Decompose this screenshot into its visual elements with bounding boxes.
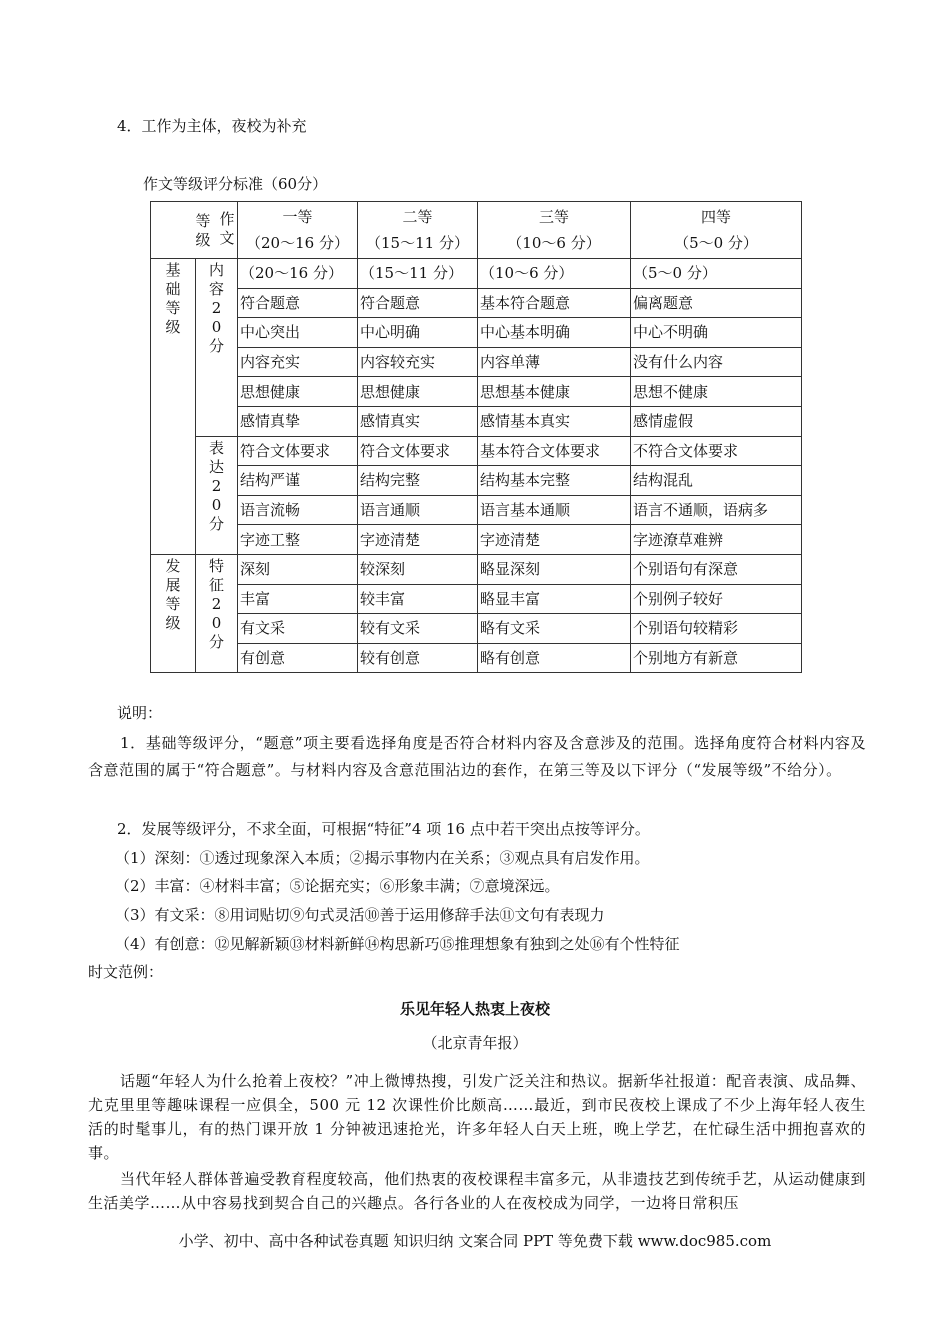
table-cell: 没有什么内容 (631, 347, 802, 377)
table-cell: 符合文体要求 (358, 436, 478, 466)
article-title: 乐见年轻人热衷上夜校 (399, 1000, 550, 1018)
table-cell: 字迹工整 (238, 525, 358, 555)
table-cell: 内容充实 (238, 347, 358, 377)
table-cell: 感情基本真实 (478, 406, 631, 436)
table-row (151, 466, 802, 496)
table-cell: 中心突出 (238, 318, 358, 348)
table-cell: 语言流畅 (238, 495, 358, 525)
corner-grade-label: 等级 (195, 212, 211, 249)
table-cell: 语言基本通顺 (478, 495, 631, 525)
group-label-expression: 表达20分 (196, 436, 238, 554)
table-cell: 内容单薄 (478, 347, 631, 377)
table-cell: 基本符合题意 (478, 288, 631, 318)
table-cell: 略显深刻 (478, 554, 631, 584)
section-label-development: 发展等级 (151, 554, 196, 672)
grade-header-1: 一等 （20～16 分） (238, 202, 358, 259)
table-row (151, 377, 802, 407)
grade-header-3: 三等 （10～6 分） (478, 202, 631, 259)
table-cell: 有文采 (238, 614, 358, 644)
note-1: 1．基础等级评分，“题意”项主要看选择角度是否符合材料内容及含意涉及的范围。选择角度符合材料内容及含意范围的属于“符合题意”。与材料内容及含意范围沾边的套作，在第三等及以下评分（“发展等级”不给分）。 (88, 734, 866, 779)
table-row (151, 614, 802, 644)
table-cell: 中心基本明确 (478, 318, 631, 348)
table-caption: 作文等级评分标准（60分） (143, 175, 328, 193)
table-header-row (151, 202, 802, 259)
table-cell: 感情真挚 (238, 406, 358, 436)
group-label-content: 内容20分 (196, 259, 238, 437)
section-label-basic: 基础等级 (151, 259, 196, 555)
table-cell: 字迹潦草难辨 (631, 525, 802, 555)
table-cell: 思想健康 (238, 377, 358, 407)
table-cell: 字迹清楚 (478, 525, 631, 555)
table-cell: 结构严谨 (238, 466, 358, 496)
table-row (151, 643, 802, 673)
table-cell: 感情真实 (358, 406, 478, 436)
table-row (151, 554, 802, 584)
table-row (151, 495, 802, 525)
table-cell: 语言不通顺，语病多 (631, 495, 802, 525)
group-label-features: 特征20分 (196, 554, 238, 672)
table-cell: 不符合文体要求 (631, 436, 802, 466)
table-cell: 感情虚假 (631, 406, 802, 436)
table-cell: 结构混乱 (631, 466, 802, 496)
table-cell: 内容较充实 (358, 347, 478, 377)
table-cell: 基本符合文体要求 (478, 436, 631, 466)
table-cell: 中心不明确 (631, 318, 802, 348)
corner-essay-label: 作文 (219, 210, 235, 247)
table-cell: 思想健康 (358, 377, 478, 407)
table-cell: 丰富 (238, 584, 358, 614)
table-cell: 较深刻 (358, 554, 478, 584)
table-cell: 个别地方有新意 (631, 643, 802, 673)
table-row (151, 347, 802, 377)
table-cell: 较有文采 (358, 614, 478, 644)
table-cell: 符合题意 (358, 288, 478, 318)
table-cell: 个别语句有深意 (631, 554, 802, 584)
table-corner-cell (151, 202, 238, 259)
note-item-1: （1）深刻：①透过现象深入本质；②揭示事物内在关系；③观点具有启发作用。 (115, 849, 650, 867)
page-footer: 小学、初中、高中各种试卷真题 知识归纳 文案合同 PPT 等免费下载 www.doc985.com (178, 1232, 772, 1250)
note-item-4: （4）有创意：⑫见解新颖⑬材料新鲜⑭构思新巧⑮推理想象有独到之处⑯有个性特征 (115, 935, 680, 953)
table-cell: 结构基本完整 (478, 466, 631, 496)
table-cell: 略有文采 (478, 614, 631, 644)
table-cell: 思想不健康 (631, 377, 802, 407)
note-item-2: （2）丰富：④材料丰富；⑤论据充实；⑥形象丰满；⑦意境深远。 (115, 877, 560, 895)
grade-header-4: 四等 （5～0 分） (631, 202, 802, 259)
table-cell: 略显丰富 (478, 584, 631, 614)
table-cell: 个别语句较精彩 (631, 614, 802, 644)
article-paragraph-1: 话题“年轻人为什么抢着上夜校？”冲上微博热搜，引发广泛关注和热议。据新华社报道：配音表演、成品舞、尤克里里等趣味课程一应俱全，500 元 12 次课性价比颇高……最近，到市民夜校上课成了不少上海年轻人夜生活的时髦事儿，有的热门课开放 1 分钟被迅速抢光，许多年轻人白天上班，晚上学艺，在忙碌生活中拥抱喜欢的事。 (88, 1072, 866, 1162)
table-cell: （20～16 分） (238, 259, 358, 289)
table-cell: 字迹清楚 (358, 525, 478, 555)
table-cell: 符合文体要求 (238, 436, 358, 466)
table-cell: 中心明确 (358, 318, 478, 348)
section-heading: 4．工作为主体，夜校为补充 (117, 117, 307, 135)
note-2: 2．发展等级评分，不求全面，可根据“特征”4 项 16 点中若干突出点按等评分。 (117, 820, 650, 838)
table-cell: 符合题意 (238, 288, 358, 318)
table-row (151, 318, 802, 348)
table-cell: 偏离题意 (631, 288, 802, 318)
table-row (151, 259, 802, 289)
table-cell: 结构完整 (358, 466, 478, 496)
table-cell: 略有创意 (478, 643, 631, 673)
article-source: （北京青年报） (422, 1034, 528, 1052)
table-row (151, 406, 802, 436)
table-cell: 个别例子较好 (631, 584, 802, 614)
article-paragraph-2: 当代年轻人群体普遍受教育程度较高，他们热衷的夜校课程丰富多元，从非遗技艺到传统手艺，从运动健康到生活美学……从中容易找到契合自己的兴趣点。各行各业的人在夜校成为同学，一边将日常积压 (88, 1170, 866, 1212)
table-cell: 深刻 (238, 554, 358, 584)
grade-header-2: 二等 （15～11 分） (358, 202, 478, 259)
table-cell: 较丰富 (358, 584, 478, 614)
table-row (151, 525, 802, 555)
note-item-3: （3）有文采：⑧用词贴切⑨句式灵活⑩善于运用修辞手法⑪文句有表现力 (115, 906, 605, 924)
table-cell: 有创意 (238, 643, 358, 673)
table-cell: （5～0 分） (631, 259, 802, 289)
table-row (151, 584, 802, 614)
table-row (151, 288, 802, 318)
example-label: 时文范例： (88, 963, 164, 981)
table-cell: 思想基本健康 (478, 377, 631, 407)
table-row (151, 436, 802, 466)
table-cell: （15～11 分） (358, 259, 478, 289)
table-cell: 语言通顺 (358, 495, 478, 525)
grading-table (150, 201, 802, 673)
notes-heading: 说明： (117, 704, 163, 722)
table-cell: 较有创意 (358, 643, 478, 673)
table-cell: （10～6 分） (478, 259, 631, 289)
